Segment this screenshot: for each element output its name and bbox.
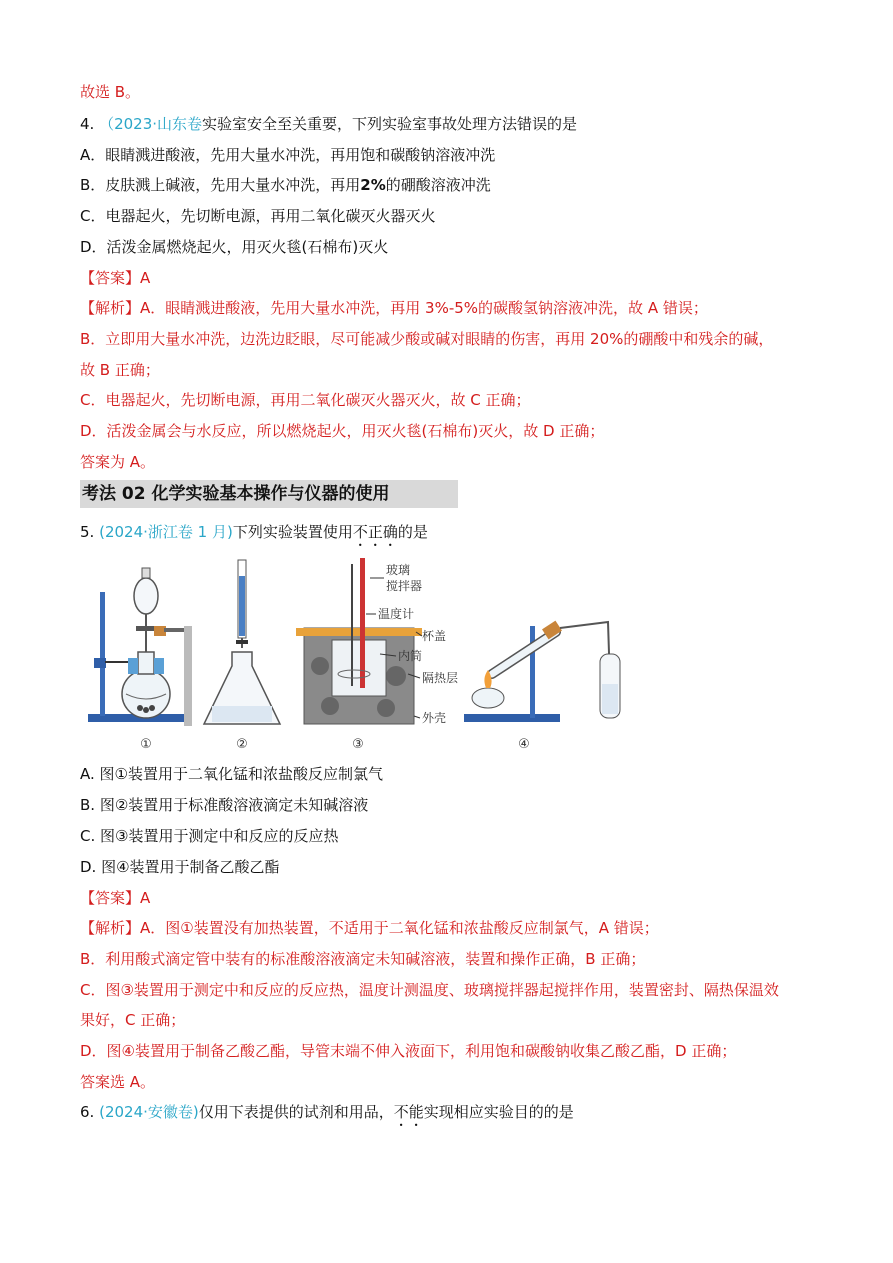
q4-analysis-d: D．活泼金属会与水反应，所以燃烧起火，用灭火毯(石棉布)灭火，故 D 正确；	[80, 422, 605, 440]
question-text-end: 实现相应实验目的的是	[423, 1103, 574, 1121]
analysis-label: 【解析】	[80, 919, 141, 937]
question-5-stem	[80, 522, 428, 550]
label-thermometer: 温度计	[378, 607, 415, 621]
q5-option-d: D. 图④装置用于制备乙酸乙酯	[80, 858, 280, 876]
fig-label-2: ②	[236, 737, 248, 752]
analysis-text: A．眼睛溅进酸液，先用大量水冲洗，再用 3%-5%的碳酸氢钠溶液冲洗，故 A 错误；	[140, 299, 708, 317]
label-stirrer: 玻璃	[386, 563, 411, 577]
q4-option-b-text: B．皮肤溅上碱液，先用大量水冲洗，再用	[80, 176, 361, 194]
q4-option-c: C．电器起火，先切断电源，再用二氧化碳灭火器灭火	[80, 207, 436, 225]
q4-analysis-b: B．立即用大量水冲洗，边洗边眨眼，尽可能减少酸或碱对眼睛的伤害，再用 20%的硼酸中和残余的碱，	[80, 330, 774, 348]
q5-conclusion: 答案选 A。	[80, 1073, 156, 1091]
question-text: 仅用下表提供的试剂和用品，	[198, 1103, 394, 1121]
q4-analysis-a	[80, 298, 708, 318]
question-text-end: 的是	[397, 523, 428, 541]
fig-label-3: ③	[352, 737, 364, 752]
label-inner: 内筒	[398, 649, 423, 663]
q4-answer: 【答案】A	[80, 269, 151, 287]
question-number: 5.	[80, 523, 95, 541]
section-heading: 考法 02 化学实验基本操作与仪器的使用	[80, 480, 458, 508]
label-insulation: 隔热层	[422, 671, 459, 685]
fig-label-4: ④	[518, 737, 530, 752]
q5-analysis-d: D．图④装置用于制备乙酸乙酯，导管末端不伸入液面下，利用饱和碳酸钠收集乙酸乙酯，D 正确；	[80, 1042, 737, 1060]
question-source: （2023·山东卷	[99, 115, 203, 133]
analysis-text: A．图①装置没有加热装置，不适用于二氧化锰和浓盐酸反应制氯气，A 错误；	[140, 919, 659, 937]
q5-analysis-c: C．图③装置用于测定中和反应的反应热，温度计测温度、玻璃搅拌器起搅拌作用，装置密封、隔热保温效	[80, 981, 779, 999]
q4-analysis-b2: 故 B 正确；	[80, 361, 160, 379]
q5-option-c: C. 图③装置用于测定中和反应的反应热	[80, 827, 339, 845]
apparatus-2	[204, 560, 280, 724]
q5-option-b: B. 图②装置用于标准酸溶液滴定未知碱溶液	[80, 796, 369, 814]
emphasis-text: 不正确	[352, 523, 398, 541]
question-number: 4.	[80, 115, 95, 133]
q5-analysis-c2: 果好，C 正确；	[80, 1011, 186, 1029]
apparatus-4	[464, 621, 620, 722]
analysis-label: 【解析】	[80, 299, 141, 317]
question-source: (2024·安徽卷)	[99, 1103, 199, 1121]
q5-answer: 【答案】A	[80, 889, 151, 907]
emphasis-text: 不能	[393, 1103, 424, 1121]
prev-conclusion: 故选 B。	[80, 83, 141, 101]
q4-conclusion: 答案为 A。	[80, 453, 156, 471]
q4-option-a: A．眼睛溅进酸液，先用大量水冲洗，再用饱和碳酸钠溶液冲洗	[80, 146, 496, 164]
q4-option-d: D．活泼金属燃烧起火，用灭火毯(石棉布)灭火	[80, 238, 389, 256]
q5-analysis-b: B．利用酸式滴定管中装有的标准酸溶液滴定未知碱溶液，装置和操作正确，B 正确；	[80, 950, 646, 968]
q5-analysis-a	[80, 918, 659, 938]
q4-analysis-c: C．电器起火，先切断电源，再用二氧化碳灭火器灭火，故 C 正确；	[80, 391, 531, 409]
label-shell: 外壳	[422, 711, 447, 725]
question-text: 实验室安全至关重要，下列实验室事故处理方法错误的是	[202, 115, 578, 133]
question-6-stem	[80, 1102, 574, 1130]
q4-option-b	[80, 175, 491, 195]
question-source: (2024·浙江卷 1 月)	[99, 523, 233, 541]
apparatus-1	[88, 568, 192, 726]
q5-option-a: A. 图①装置用于二氧化锰和浓盐酸反应制氯气	[80, 765, 383, 783]
label-lid: 杯盖	[422, 629, 447, 643]
label-stirrer-2: 搅拌器	[386, 579, 423, 593]
apparatus-figure	[80, 556, 640, 756]
question-4-stem	[80, 114, 577, 134]
q4-option-b-tail: 的硼酸溶液冲洗	[385, 176, 491, 194]
q4-option-b-bold: 2%	[360, 176, 386, 194]
question-number: 6.	[80, 1103, 95, 1121]
fig-label-1: ①	[140, 737, 152, 752]
question-text: 下列实验装置使用	[232, 523, 353, 541]
